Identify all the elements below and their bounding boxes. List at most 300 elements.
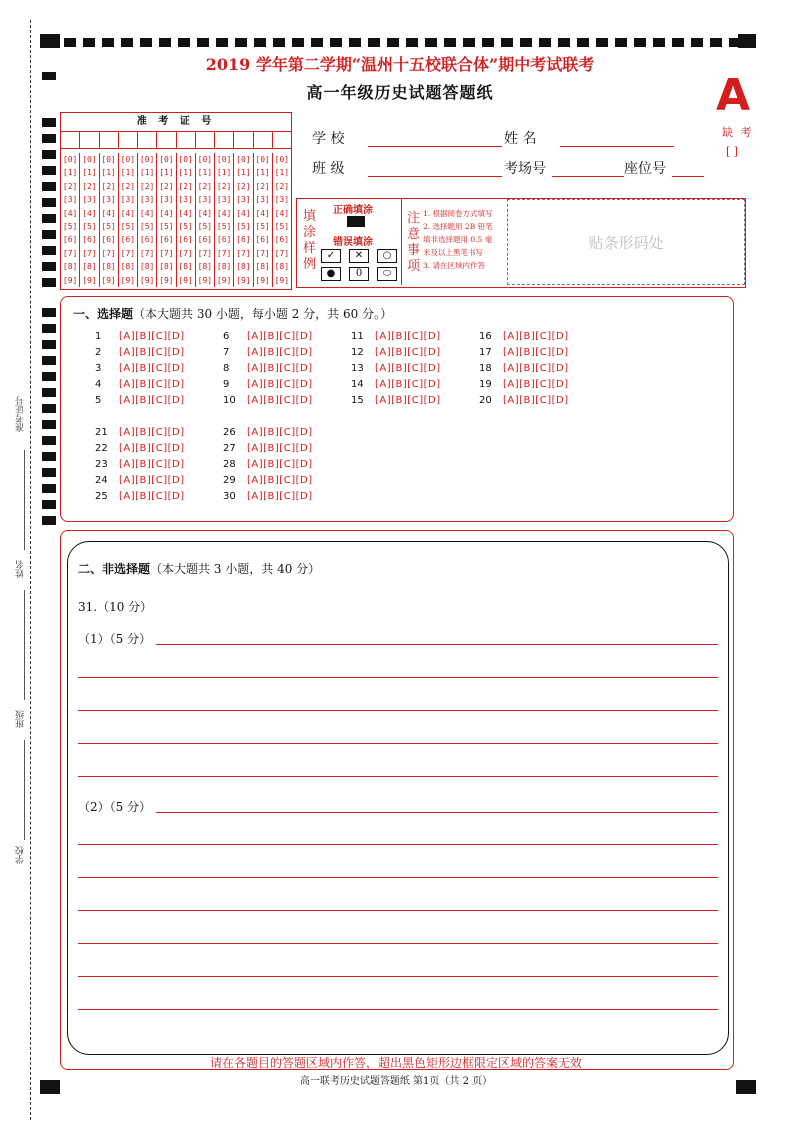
id-digit-bubble[interactable]: [9] — [216, 275, 232, 285]
answer-options[interactable]: [A][B][C][D] — [247, 443, 313, 454]
id-digit-bubble[interactable]: [1] — [159, 168, 174, 178]
question-number: 18 — [479, 363, 492, 374]
id-digit-bubble[interactable]: [7] — [255, 248, 270, 258]
id-digit-bubble[interactable]: [9] — [82, 275, 97, 285]
question-number: 30 — [223, 491, 236, 502]
id-digit-bubble[interactable]: [2] — [101, 181, 116, 191]
id-digit-bubble[interactable]: [1] — [236, 168, 251, 178]
timing-mark — [42, 500, 56, 509]
id-digit-bubble[interactable]: [5] — [120, 221, 136, 231]
id-digit-bubble[interactable]: [7] — [120, 248, 136, 258]
id-digit-bubble[interactable]: [0] — [120, 155, 136, 164]
id-digit-bubble[interactable]: [1] — [274, 168, 290, 178]
id-digit-bubble[interactable]: [8] — [139, 262, 155, 272]
id-digit-bubble[interactable]: [1] — [216, 168, 232, 178]
timing-mark — [42, 214, 56, 223]
id-digit-bubble[interactable]: [7] — [236, 248, 251, 258]
id-digit-bubble[interactable]: [8] — [178, 262, 193, 272]
id-digit-bubble[interactable]: [6] — [274, 235, 290, 245]
timing-mark — [42, 166, 56, 175]
timing-mark — [159, 38, 171, 47]
subquestion-1-label: （1）（5 分） — [78, 632, 152, 646]
answer-options[interactable]: [A][B][C][D] — [503, 395, 569, 406]
id-digit-bubble[interactable]: [5] — [216, 221, 232, 231]
id-write-cell[interactable] — [80, 132, 99, 148]
id-digit-bubble[interactable]: [2] — [139, 181, 155, 191]
id-digit-bubble[interactable]: [5] — [62, 221, 78, 231]
id-digit-bubble[interactable]: [0] — [159, 155, 174, 164]
answer-line[interactable] — [78, 677, 718, 678]
id-digit-bubble[interactable]: [6] — [216, 235, 232, 245]
id-digit-column — [61, 153, 80, 287]
free-response-section — [60, 530, 734, 1070]
timing-mark — [42, 72, 56, 80]
id-digit-bubble[interactable]: [5] — [178, 221, 193, 231]
id-digit-bubble[interactable]: [3] — [159, 195, 174, 205]
id-digit-bubble[interactable]: [3] — [82, 195, 97, 205]
seat-field[interactable] — [672, 176, 704, 177]
mcq-item — [95, 331, 185, 342]
answer-options[interactable]: [A][B][C][D] — [119, 395, 185, 406]
mcq-item — [223, 475, 313, 486]
timing-mark — [577, 38, 589, 47]
id-digit-bubble[interactable]: [6] — [236, 235, 251, 245]
id-digit-bubble[interactable]: [0] — [178, 155, 193, 164]
mcq-item — [223, 331, 313, 342]
sheet-title: 高一年级历史试题答题纸 — [306, 83, 494, 102]
mcq-item — [95, 347, 185, 358]
answer-options[interactable]: [A][B][C][D] — [375, 379, 441, 390]
class-field[interactable] — [368, 176, 502, 177]
timing-mark — [539, 38, 551, 47]
id-digit-bubble[interactable]: [1] — [139, 168, 155, 178]
id-digit-bubble[interactable]: [6] — [197, 235, 213, 245]
wrong-fill-label: 错误填涂 — [333, 237, 373, 248]
timing-mark — [42, 134, 56, 143]
question-number: 7 — [223, 347, 230, 358]
id-digit-bubble[interactable]: [5] — [139, 221, 155, 231]
timing-mark — [42, 324, 56, 333]
id-digit-bubble[interactable]: [9] — [159, 275, 174, 285]
mcq-item — [223, 443, 313, 454]
mcq-item — [223, 347, 313, 358]
id-digit-bubble[interactable]: [4] — [139, 208, 155, 218]
answer-options[interactable]: [A][B][C][D] — [503, 347, 569, 358]
id-digit-column — [254, 153, 273, 287]
question-number: 21 — [95, 427, 108, 438]
question-number: 27 — [223, 443, 236, 454]
timing-mark — [42, 484, 56, 493]
answer-line[interactable] — [78, 743, 718, 744]
timing-mark — [254, 38, 266, 47]
question-number: 29 — [223, 475, 236, 486]
answer-options[interactable]: [A][B][C][D] — [503, 363, 569, 374]
id-digit-bubble[interactable]: [8] — [216, 262, 232, 272]
id-digit-bubble[interactable]: [5] — [101, 221, 116, 231]
question-number: 11 — [351, 331, 364, 342]
question-number: 4 — [95, 379, 102, 390]
answer-options[interactable]: [A][B][C][D] — [119, 443, 185, 454]
name-field[interactable] — [560, 146, 674, 147]
school-field[interactable] — [368, 146, 502, 147]
id-digit-bubble[interactable]: [5] — [255, 221, 270, 231]
id-digit-bubble[interactable]: [8] — [274, 262, 290, 272]
answer-line[interactable] — [78, 710, 718, 711]
id-digit-bubble[interactable]: [8] — [120, 262, 136, 272]
notes-list: 1. 根据阅卷方式填写 2. 选择题用 2B 铅笔 填非选择题用 0.5 毫 米及以上黑笔书写 3. 请在区域内作答 — [423, 209, 493, 270]
mcq-item — [479, 395, 569, 406]
mcq-item — [479, 331, 569, 342]
timing-mark — [235, 38, 247, 47]
timing-mark — [387, 38, 399, 47]
id-digit-bubble[interactable]: [1] — [120, 168, 136, 178]
id-digit-column — [80, 153, 99, 287]
id-digit-bubble[interactable]: [0] — [255, 155, 270, 164]
id-digit-bubble[interactable]: [8] — [82, 262, 97, 272]
answer-line[interactable] — [156, 644, 718, 645]
exam-id-grid — [60, 112, 292, 290]
id-write-cell[interactable] — [254, 132, 273, 148]
id-digit-bubble[interactable]: [0] — [101, 155, 116, 164]
id-digit-column — [100, 153, 119, 287]
id-digit-bubble[interactable]: [8] — [62, 262, 78, 272]
id-digit-bubble[interactable]: [4] — [82, 208, 97, 218]
question-number: 2 — [95, 347, 102, 358]
mcq-item — [95, 379, 185, 390]
wrong-circle-icon: ○ — [377, 249, 397, 263]
answer-line[interactable] — [78, 844, 718, 845]
id-digit-bubble[interactable]: [4] — [178, 208, 193, 218]
id-digit-bubble[interactable]: [6] — [101, 235, 116, 245]
id-digit-bubble[interactable]: [6] — [159, 235, 174, 245]
id-digit-bubble[interactable]: [7] — [62, 248, 78, 258]
id-write-cell[interactable] — [157, 132, 176, 148]
id-write-cell[interactable] — [234, 132, 253, 148]
timing-mark — [444, 38, 456, 47]
absent-checkbox[interactable]: [ ] — [726, 145, 739, 158]
answer-line[interactable] — [78, 976, 718, 977]
answer-options[interactable]: [A][B][C][D] — [247, 459, 313, 470]
id-digit-bubble[interactable]: [7] — [159, 248, 174, 258]
mcq-item — [223, 459, 313, 470]
id-digit-bubble[interactable]: [3] — [197, 195, 213, 205]
timing-mark — [216, 38, 228, 47]
seat-label: 座位号 — [624, 161, 666, 177]
exam-id-bubbles — [61, 149, 291, 287]
exam-id-write-row — [61, 132, 291, 149]
wrong-oval-icon: 0 — [349, 267, 369, 281]
id-digit-bubble[interactable]: [4] — [274, 208, 290, 218]
id-digit-bubble[interactable]: [3] — [120, 195, 136, 205]
id-digit-bubble[interactable]: [1] — [101, 168, 116, 178]
answer-options[interactable]: [A][B][C][D] — [375, 363, 441, 374]
timing-mark — [83, 38, 95, 47]
answer-options[interactable]: [A][B][C][D] — [119, 331, 185, 342]
id-digit-bubble[interactable]: [2] — [216, 181, 232, 191]
id-digit-bubble[interactable]: [9] — [274, 275, 290, 285]
id-digit-bubble[interactable]: [5] — [236, 221, 251, 231]
id-write-cell[interactable] — [177, 132, 196, 148]
id-digit-bubble[interactable]: [8] — [101, 262, 116, 272]
question-number: 25 — [95, 491, 108, 502]
id-digit-bubble[interactable]: [7] — [101, 248, 116, 258]
id-digit-bubble[interactable]: [1] — [178, 168, 193, 178]
timing-mark — [42, 356, 56, 365]
margin-label-class: 班级 — [16, 710, 26, 728]
id-digit-bubble[interactable]: [9] — [139, 275, 155, 285]
mcq-item — [351, 379, 441, 390]
mcq-item — [479, 379, 569, 390]
id-digit-bubble[interactable]: [3] — [139, 195, 155, 205]
question-number: 12 — [351, 347, 364, 358]
margin-label-exam-id: 准考证号 — [16, 396, 26, 432]
id-digit-bubble[interactable]: [9] — [120, 275, 136, 285]
answer-options[interactable]: [A][B][C][D] — [247, 395, 313, 406]
answer-options[interactable]: [A][B][C][D] — [119, 459, 185, 470]
id-digit-bubble[interactable]: [0] — [236, 155, 251, 164]
id-digit-bubble[interactable]: [4] — [236, 208, 251, 218]
id-digit-bubble[interactable]: [5] — [274, 221, 290, 231]
answer-line[interactable] — [78, 776, 718, 777]
id-digit-bubble[interactable]: [3] — [255, 195, 270, 205]
timing-mark — [406, 38, 418, 47]
id-digit-bubble[interactable]: [6] — [82, 235, 97, 245]
id-digit-bubble[interactable]: [4] — [159, 208, 174, 218]
id-digit-bubble[interactable]: [9] — [197, 275, 213, 285]
question-number: 1 — [95, 331, 102, 342]
answer-options[interactable]: [A][B][C][D] — [247, 331, 313, 342]
id-digit-bubble[interactable]: [9] — [178, 275, 193, 285]
id-digit-bubble[interactable]: [2] — [120, 181, 136, 191]
class-label: 班 级 — [312, 161, 345, 177]
id-digit-bubble[interactable]: [1] — [62, 168, 78, 178]
timing-mark — [42, 182, 56, 191]
id-digit-bubble[interactable]: [1] — [82, 168, 97, 178]
timing-mark — [368, 38, 380, 47]
timing-mark — [121, 38, 133, 47]
id-digit-bubble[interactable]: [2] — [82, 181, 97, 191]
id-digit-bubble[interactable]: [2] — [159, 181, 174, 191]
question-31-label: 31.（10 分） — [78, 600, 153, 614]
timing-mark — [349, 38, 361, 47]
id-digit-bubble[interactable]: [3] — [62, 195, 78, 205]
id-digit-bubble[interactable]: [4] — [62, 208, 78, 218]
id-write-cell[interactable] — [100, 132, 119, 148]
id-digit-bubble[interactable]: [9] — [62, 275, 78, 285]
name-label: 姓 名 — [504, 131, 537, 147]
id-digit-bubble[interactable]: [3] — [236, 195, 251, 205]
mcq-item — [95, 459, 185, 470]
margin-line — [24, 450, 25, 550]
id-digit-bubble[interactable]: [8] — [236, 262, 251, 272]
answer-options[interactable]: [A][B][C][D] — [247, 347, 313, 358]
mcq-item — [95, 427, 185, 438]
id-digit-column — [234, 153, 253, 287]
answer-options[interactable]: [A][B][C][D] — [119, 347, 185, 358]
id-digit-bubble[interactable]: [9] — [255, 275, 270, 285]
id-write-cell[interactable] — [61, 132, 80, 148]
answer-options[interactable]: [A][B][C][D] — [375, 347, 441, 358]
timing-mark — [197, 38, 209, 47]
timing-mark — [102, 38, 114, 47]
id-write-cell[interactable] — [119, 132, 138, 148]
timing-mark — [425, 38, 437, 47]
id-digit-bubble[interactable]: [7] — [82, 248, 97, 258]
answer-options[interactable]: [A][B][C][D] — [375, 331, 441, 342]
id-digit-bubble[interactable]: [1] — [255, 168, 270, 178]
question-number: 10 — [223, 395, 236, 406]
answer-options[interactable]: [A][B][C][D] — [375, 395, 441, 406]
answer-options[interactable]: [A][B][C][D] — [247, 363, 313, 374]
id-digit-bubble[interactable]: [3] — [216, 195, 232, 205]
question-number: 9 — [223, 379, 230, 390]
id-digit-column — [196, 153, 215, 287]
id-digit-bubble[interactable]: [5] — [197, 221, 213, 231]
id-digit-bubble[interactable]: [9] — [101, 275, 116, 285]
subquestion-2-label: （2）（5 分） — [78, 800, 152, 814]
id-digit-bubble[interactable]: [2] — [197, 181, 213, 191]
id-digit-bubble[interactable]: [8] — [197, 262, 213, 272]
question-number: 13 — [351, 363, 364, 374]
id-digit-bubble[interactable]: [7] — [197, 248, 213, 258]
mcq-item — [223, 363, 313, 374]
timing-mark — [501, 38, 513, 47]
timing-mark — [710, 38, 722, 47]
id-digit-bubble[interactable]: [7] — [178, 248, 193, 258]
answer-options[interactable]: [A][B][C][D] — [119, 491, 185, 502]
id-digit-bubble[interactable]: [8] — [255, 262, 270, 272]
timing-mark — [64, 38, 76, 47]
question-number: 28 — [223, 459, 236, 470]
answer-options[interactable]: [A][B][C][D] — [247, 427, 313, 438]
id-digit-bubble[interactable]: [1] — [197, 168, 213, 178]
id-digit-bubble[interactable]: [0] — [82, 155, 97, 164]
id-write-cell[interactable] — [196, 132, 215, 148]
id-write-cell[interactable] — [273, 132, 291, 148]
id-digit-bubble[interactable]: [0] — [274, 155, 290, 164]
id-digit-bubble[interactable]: [4] — [120, 208, 136, 218]
room-field[interactable] — [552, 176, 624, 177]
timing-mark — [42, 262, 56, 271]
id-digit-bubble[interactable]: [4] — [255, 208, 270, 218]
question-number: 24 — [95, 475, 108, 486]
correct-fill-label: 正确填涂 — [333, 205, 373, 216]
timing-mark — [40, 1080, 60, 1094]
answer-options[interactable]: [A][B][C][D] — [247, 475, 313, 486]
mcq-item — [95, 491, 185, 502]
timing-mark — [42, 372, 56, 381]
answer-line[interactable] — [78, 877, 718, 878]
mcq-item — [223, 395, 313, 406]
id-digit-bubble[interactable]: [3] — [101, 195, 116, 205]
mcq-item — [351, 347, 441, 358]
id-digit-bubble[interactable]: [3] — [274, 195, 290, 205]
timing-mark — [40, 34, 60, 48]
question-number: 19 — [479, 379, 492, 390]
timing-mark — [42, 404, 56, 413]
id-digit-bubble[interactable]: [8] — [159, 262, 174, 272]
answer-line[interactable] — [78, 1009, 718, 1010]
fill-sample-label: 填涂样例 — [303, 209, 317, 272]
timing-mark — [42, 436, 56, 445]
timing-mark — [596, 38, 608, 47]
id-digit-bubble[interactable]: [6] — [62, 235, 78, 245]
id-digit-bubble[interactable]: [7] — [274, 248, 290, 258]
timing-mark — [42, 340, 56, 349]
id-write-cell[interactable] — [138, 132, 157, 148]
answer-line[interactable] — [156, 812, 718, 813]
question-number: 8 — [223, 363, 230, 374]
id-digit-bubble[interactable]: [5] — [82, 221, 97, 231]
answer-options[interactable]: [A][B][C][D] — [247, 491, 313, 502]
timing-mark — [42, 388, 56, 397]
id-digit-bubble[interactable]: [2] — [274, 181, 290, 191]
timing-mark — [653, 38, 665, 47]
id-digit-bubble[interactable]: [4] — [101, 208, 116, 218]
answer-line[interactable] — [78, 943, 718, 944]
id-digit-bubble[interactable]: [6] — [120, 235, 136, 245]
timing-mark — [311, 38, 323, 47]
id-digit-bubble[interactable]: [2] — [178, 181, 193, 191]
answer-options[interactable]: [A][B][C][D] — [119, 363, 185, 374]
exam-id-title: 准 考 证 号 — [61, 113, 291, 132]
id-digit-bubble[interactable]: [4] — [216, 208, 232, 218]
question-number: 23 — [95, 459, 108, 470]
answer-options[interactable]: [A][B][C][D] — [119, 427, 185, 438]
id-digit-bubble[interactable]: [0] — [197, 155, 213, 164]
id-digit-bubble[interactable]: [6] — [255, 235, 270, 245]
timing-mark — [42, 230, 56, 239]
id-digit-bubble[interactable]: [0] — [62, 155, 78, 164]
id-digit-bubble[interactable]: [2] — [236, 181, 251, 191]
id-digit-bubble[interactable]: [9] — [236, 275, 251, 285]
answer-options[interactable]: [A][B][C][D] — [119, 379, 185, 390]
answer-options[interactable]: [A][B][C][D] — [119, 475, 185, 486]
wrong-dot-icon: ● — [321, 267, 341, 281]
mcq-item — [223, 491, 313, 502]
barcode-label: 贴条形码处 — [588, 234, 664, 252]
id-write-cell[interactable] — [215, 132, 234, 148]
question-number: 14 — [351, 379, 364, 390]
id-digit-bubble[interactable]: [7] — [139, 248, 155, 258]
id-digit-bubble[interactable]: [7] — [216, 248, 232, 258]
barcode-area — [507, 199, 745, 285]
school-label: 学 校 — [312, 131, 345, 147]
answer-options[interactable]: [A][B][C][D] — [247, 379, 313, 390]
margin-line — [24, 590, 25, 700]
id-digit-bubble[interactable]: [0] — [216, 155, 232, 164]
divider — [401, 199, 402, 285]
id-digit-bubble[interactable]: [3] — [178, 195, 193, 205]
id-digit-bubble[interactable]: [6] — [139, 235, 155, 245]
id-digit-bubble[interactable]: [0] — [139, 155, 155, 164]
answer-options[interactable]: [A][B][C][D] — [503, 379, 569, 390]
timing-mark — [178, 38, 190, 47]
timing-mark — [273, 38, 285, 47]
id-digit-bubble[interactable]: [2] — [255, 181, 270, 191]
id-digit-column — [273, 153, 291, 287]
answer-line[interactable] — [78, 910, 718, 911]
id-digit-column — [138, 153, 157, 287]
id-digit-bubble[interactable]: [4] — [197, 208, 213, 218]
id-digit-bubble[interactable]: [6] — [178, 235, 193, 245]
answer-options[interactable]: [A][B][C][D] — [503, 331, 569, 342]
margin-label-name: 姓名 — [16, 560, 26, 578]
question-number: 5 — [95, 395, 102, 406]
question-number: 16 — [479, 331, 492, 342]
id-digit-bubble[interactable]: [2] — [62, 181, 78, 191]
id-digit-bubble[interactable]: [5] — [159, 221, 174, 231]
